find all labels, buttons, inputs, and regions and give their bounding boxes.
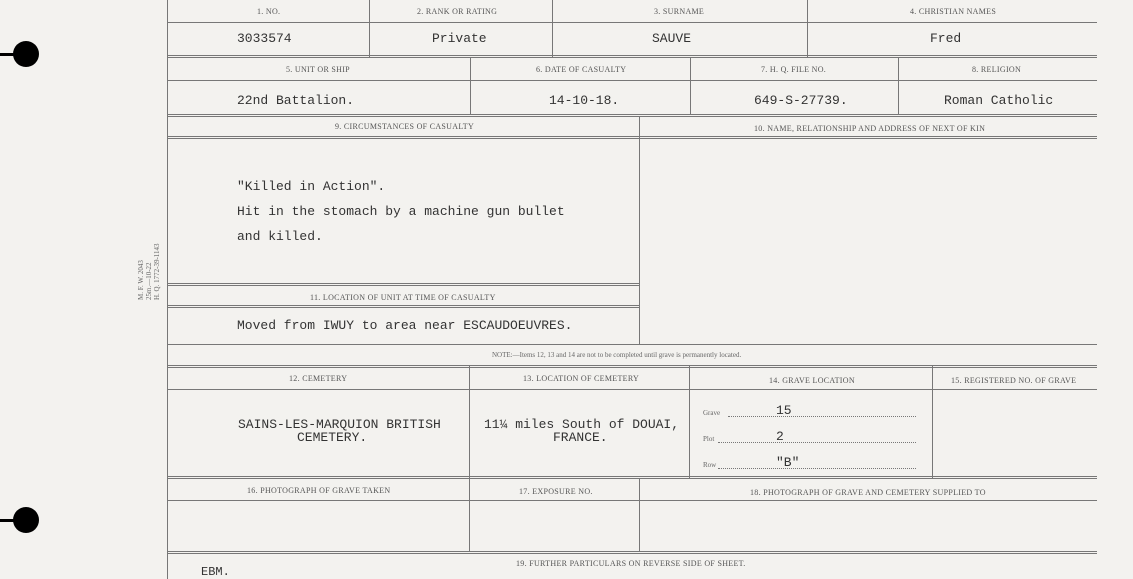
value-circumstances-line-2: Hit in the stomach by a machine gun bullet	[237, 204, 565, 219]
grave-dotline	[728, 416, 916, 417]
label-location-unit: 11. LOCATION OF UNIT AT TIME OF CASUALTY	[310, 293, 496, 302]
label-grave-location: 14. GRAVE LOCATION	[769, 376, 855, 385]
hline-cem-label	[167, 389, 1097, 390]
footer-note: 19. FURTHER PARTICULARS ON REVERSE SIDE OF SHEET.	[516, 559, 746, 568]
initials: EBM.	[201, 565, 230, 579]
form-code-1: M. F. W. 2043	[137, 260, 145, 300]
value-cemetery-line-1: SAINS-LES-MARQUION BRITISH	[238, 417, 441, 432]
hline-cem-top	[167, 365, 1097, 368]
label-plot: Plot	[703, 435, 715, 443]
hline-circ-label	[167, 136, 1097, 139]
label-rank: 2. RANK OR RATING	[417, 7, 498, 16]
value-christian-names: Fred	[930, 31, 962, 46]
value-circumstances-line-3: and killed.	[237, 229, 323, 244]
vline-r2-2	[690, 57, 691, 115]
value-surname: SAUVE	[652, 31, 692, 46]
label-date: 6. DATE OF CASUALTY	[536, 65, 627, 74]
value-location-unit: Moved from IWUY to area near ESCAUDOEUVRES.	[237, 318, 573, 333]
value-circumstances-line-1: "Killed in Action".	[237, 179, 386, 194]
hline-photo-label	[167, 500, 1097, 501]
vline-cem-2	[689, 366, 690, 478]
label-unit: 5. UNIT OR SHIP	[286, 65, 350, 74]
vline-cem-1	[469, 366, 470, 478]
label-exposure-no: 17. EXPOSURE NO.	[519, 487, 593, 496]
label-surname: 3. SURNAME	[654, 7, 705, 16]
punch-hole-bottom-tab	[0, 519, 18, 522]
note-items: NOTE:—Items 12, 13 and 14 are not to be completed until grave is permanently located.	[492, 351, 742, 359]
label-photo-taken: 16. PHOTOGRAPH OF GRAVE TAKEN	[247, 486, 391, 495]
hline-row2-label	[167, 80, 1097, 81]
value-grave: 15	[776, 403, 792, 418]
vline-r1-2	[552, 0, 553, 57]
label-religion: 8. RELIGION	[972, 65, 1022, 74]
label-registered-no: 15. REGISTERED NO. OF GRAVE	[951, 376, 1077, 385]
hline-photo-top	[167, 476, 1097, 479]
vline-r2-3	[898, 57, 899, 115]
label-photo-supplied: 18. PHOTOGRAPH OF GRAVE AND CEMETERY SUPPLIED TO	[750, 488, 986, 497]
plot-dotline	[718, 442, 916, 443]
value-religion: Roman Catholic	[944, 93, 1054, 108]
punch-hole-top-tab	[0, 53, 18, 56]
label-number: 1. NO.	[257, 7, 281, 16]
label-christian-names: 4. CHRISTIAN NAMES	[910, 7, 997, 16]
form-code-2: 25m.—10-22	[145, 262, 153, 300]
vline-photo-1	[469, 478, 470, 552]
vline-r1-1	[369, 0, 370, 57]
label-next-of-kin: 10. NAME, RELATIONSHIP AND ADDRESS OF NEXT OF KIN	[754, 124, 986, 133]
value-row: "B"	[776, 455, 800, 470]
value-unit: 22nd Battalion.	[237, 93, 355, 108]
value-plot: 2	[776, 429, 784, 444]
value-file-no: 649-S-27739.	[754, 93, 848, 108]
hline-footer	[167, 551, 1097, 554]
form-code-3: H. Q. 1772-39-1143	[153, 243, 161, 300]
value-number: 3033574	[237, 31, 292, 46]
row-dotline	[718, 468, 916, 469]
vline-photo-2	[639, 478, 640, 552]
hline-row1-label	[167, 22, 1097, 23]
value-cemetery-location-line-1: 11¼ miles South of DOUAI,	[484, 417, 680, 432]
hline-note-top	[167, 344, 1097, 345]
hline-loc-top	[167, 283, 639, 286]
hline-row2-bottom	[167, 114, 1097, 117]
vline-r2-1	[470, 57, 471, 115]
vline-r1-3	[807, 0, 808, 57]
value-cemetery-location-line-2: FRANCE.	[553, 430, 608, 445]
left-border	[167, 0, 168, 579]
label-circumstances: 9. CIRCUMSTANCES OF CASUALTY	[335, 122, 475, 131]
vline-mid	[639, 116, 640, 344]
label-cemetery-location: 13. LOCATION OF CEMETERY	[523, 374, 640, 383]
value-cemetery-line-2: CEMETERY.	[297, 430, 368, 445]
label-file-no: 7. H. Q. FILE NO.	[761, 65, 827, 74]
label-cemetery: 12. CEMETERY	[289, 374, 348, 383]
value-rank: Private	[432, 31, 487, 46]
hline-loc-label	[167, 305, 639, 308]
label-row: Row	[703, 461, 717, 469]
label-grave: Grave	[703, 409, 721, 417]
hline-row1-bottom	[167, 55, 1097, 58]
vline-cem-3	[932, 366, 933, 478]
value-date: 14-10-18.	[549, 93, 620, 108]
